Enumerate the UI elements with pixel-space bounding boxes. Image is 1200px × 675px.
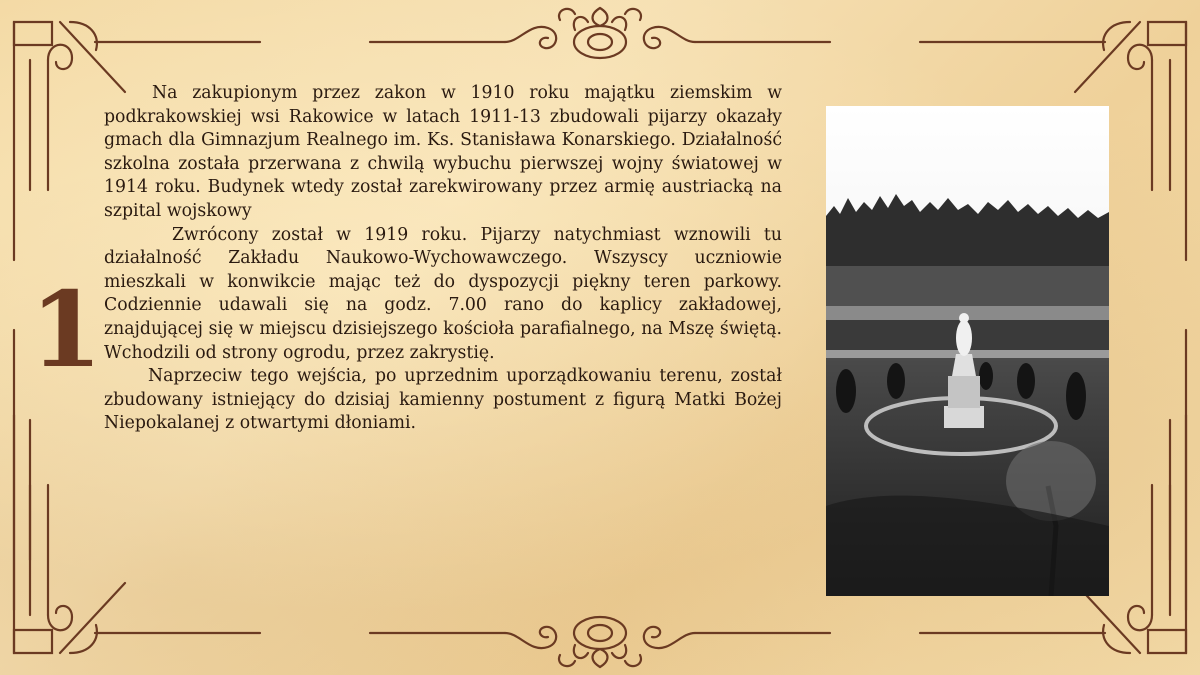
slide-number: 1 bbox=[30, 268, 103, 391]
corner-ornament-bottom-left bbox=[14, 415, 260, 653]
park-photo-drawing bbox=[826, 106, 1109, 596]
historical-park-photo bbox=[826, 106, 1109, 596]
paragraph-2: Zwrócony został w 1919 roku. Pijarzy natychmiast wznowili tu działalność Zakładu Naukowo-Wychowawczego. Wszyscy uczniowie mieszkali w konwikcie mając też do dyspozycji piękny teren parkowy. Codziennie udawali się na godz. 7.00 rano do kaplicy zakładowej, znajdującej się w miejscu dzisiejszego kościoła parafialnego, na Mszę świętą. Wchodzili od strony ogrodu, przez zakrystię. bbox=[104, 224, 782, 363]
top-center-flourish bbox=[370, 8, 830, 58]
history-text bbox=[104, 82, 782, 436]
paragraph-1: Na zakupionym przez zakon w 1910 roku majątku ziemskim w podkrakowskiej wsi Rakowice w latach 1911-13 zbudowali pijarzy okazały gmach dla Gimnazjum Realnego im. Ks. Stanisława Konarskiego. Działalność szkolna została przerwana z chwilą wybuchu pierwszej wojny światowej w 1914 roku. Budynek wtedy został zarekwirowany przez armię austriacką na szpital wojskowy bbox=[104, 83, 782, 221]
paragraph-3: Naprzeciw tego wejścia, po uprzednim uporządkowaniu terenu, został zbudowany istniejący do dzisiaj kamienny postument z figurą Matki Bożej Niepokalanej z otwartymi dłoniami. bbox=[104, 366, 782, 434]
bottom-center-flourish bbox=[370, 617, 830, 667]
